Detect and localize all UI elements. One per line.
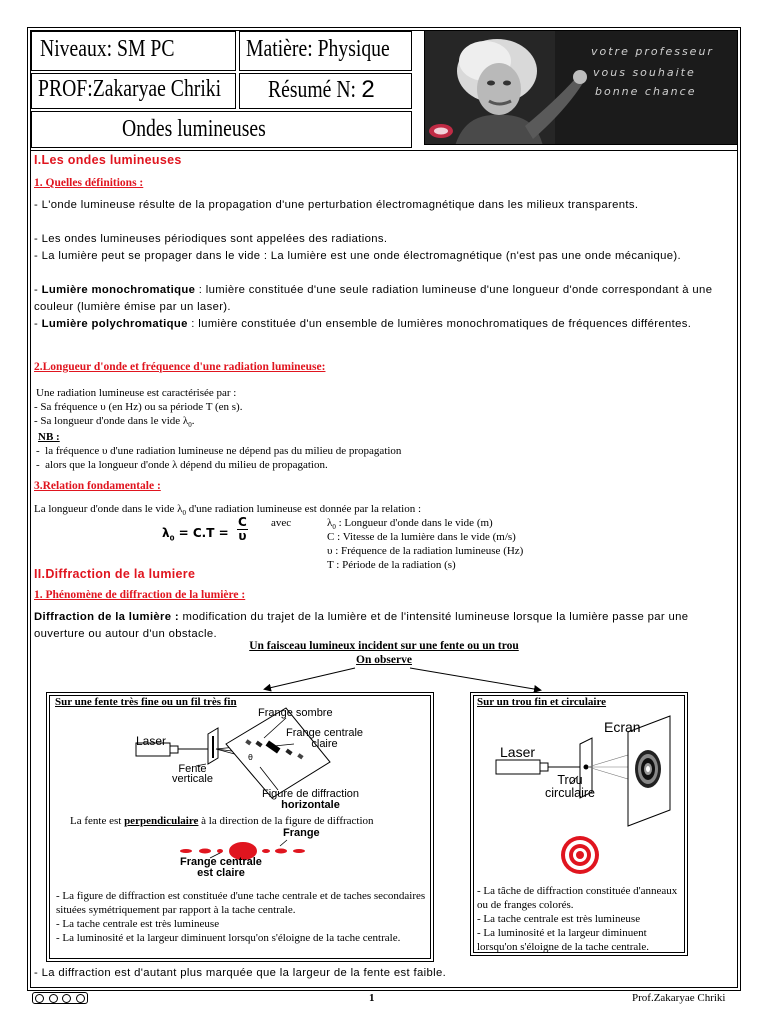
formula-denominator: υ bbox=[238, 529, 247, 543]
chalk-line-2: vous souhaite bbox=[593, 66, 696, 79]
perpendiculaire-sentence bbox=[70, 815, 374, 829]
hole-text-1: - La tâche de diffraction constituée d'anneaux ou de franges colorés. bbox=[477, 885, 678, 911]
polychromatique-def: : lumière constituée d'un ensemble de lumières monochromatiques de fréquences différentes. bbox=[187, 318, 692, 330]
diffraction-def-text: modification du trajet de la lumière et de l'intensité lumineuse lorsque la lumière passe par une ouverture ou autour d'un obstacle. bbox=[34, 611, 689, 641]
laser-label-right: Laser bbox=[500, 744, 536, 760]
fc-l1: Frange centrale bbox=[180, 856, 262, 868]
definition-paragraph-4: - Lumière monochromatique : lumière constituée d'une seule radiation lumineuse d'une longueur d'onde correspondant à une couleur (lumière émise par un laser). bbox=[34, 284, 713, 314]
nb-item-2-text: alors que la longueur d'onde λ dépend du milieu de propagation. bbox=[45, 459, 328, 471]
figure-diffraction-label bbox=[262, 789, 359, 811]
spot-r2 bbox=[275, 849, 287, 854]
formula-lambda: λ bbox=[162, 526, 170, 540]
by-icon bbox=[49, 994, 58, 1003]
avec-label: avec bbox=[271, 517, 292, 529]
section-1-title: I.Les ondes lumineuses bbox=[34, 153, 182, 167]
nb-item-1: - la fréquence υ d'une radiation lumineuse ne dépend pas du milieu de propagation bbox=[36, 445, 402, 457]
diffraction-center-line-1: Un faisceau lumineux incident sur une fente ou un trou bbox=[249, 640, 519, 652]
matiere-label: Matière: Physique bbox=[246, 36, 390, 62]
frange-centrale-label bbox=[286, 728, 363, 750]
niveaux-label: Niveaux: SM PC bbox=[40, 36, 175, 62]
page-title: Ondes lumineuses bbox=[122, 116, 266, 142]
radiation-longueur-sub: 0 bbox=[188, 421, 192, 430]
trou-l2: circulaire bbox=[545, 786, 596, 800]
resume-number: 2 bbox=[361, 76, 375, 103]
theta-label: θ bbox=[248, 753, 253, 762]
section-1-2-title: 2.Longueur d'onde et fréquence d'une radiation lumineuse: bbox=[34, 361, 326, 373]
diffraction-term: Diffraction de la lumière : bbox=[34, 611, 180, 623]
spot-l1 bbox=[217, 849, 223, 853]
radiation-frequence: - Sa fréquence υ (en Hz) ou sa période T (en s). bbox=[34, 401, 243, 413]
radiation-intro: Une radiation lumineuse est caractérisée par : bbox=[36, 387, 237, 399]
diffraction-center-line-2: On observe bbox=[356, 654, 412, 666]
laser-label-left: Laser bbox=[136, 734, 167, 748]
definition-paragraph-3: - La lumière peut se propager dans le vide : La lumière est une onde électromagnétique (n'est pas une onde mécanique). bbox=[34, 250, 681, 262]
ecran-label: Ecran bbox=[604, 719, 641, 735]
fc-l2: est claire bbox=[197, 867, 245, 879]
cc-license-badge bbox=[32, 992, 88, 1004]
frange-centrale-l1: Frange centrale bbox=[286, 727, 364, 739]
screen-plate bbox=[226, 708, 330, 798]
perp-pre: La fente est bbox=[70, 815, 125, 827]
cc-icon bbox=[35, 994, 44, 1003]
prof-label: PROF:Zakaryae Chriki bbox=[38, 76, 222, 102]
relation-intro-sub: 0 bbox=[182, 509, 186, 518]
nd-icon bbox=[76, 994, 85, 1003]
definition-paragraph-2: - Les ondes lumineuses périodiques sont appelées des radiations. bbox=[34, 233, 388, 245]
definition-paragraph-5: - Lumière polychromatique : lumière constituée d'un ensemble de lumières monochromatiques de fréquences différentes. bbox=[34, 318, 692, 330]
nc-icon bbox=[62, 994, 71, 1003]
section-2-title: II.Diffraction de la lumiere bbox=[34, 567, 196, 581]
trou-circulaire-label bbox=[545, 774, 595, 800]
bottom-note: - La diffraction est d'autant plus marquée que la largeur de la fente est faible. bbox=[34, 967, 447, 979]
figure-l1: Figure de diffraction bbox=[262, 788, 360, 800]
perp-post: à la direction de la figure de diffraction bbox=[198, 815, 374, 827]
formula-mid: = C.T = bbox=[174, 526, 233, 540]
slit-text-1: - La figure de diffraction est constituée d'une tache centrale et de taches secondaires situées symétriquement par rapport à la tache centrale. bbox=[56, 890, 426, 916]
legend-lambda-sub: 0 bbox=[332, 523, 336, 532]
relation-intro-text-2: d'une radiation lumineuse est donnée par la relation : bbox=[185, 503, 421, 515]
radiation-longueur-text: - Sa longueur d'onde dans le vide λ bbox=[34, 415, 189, 427]
slit-text-3: - La luminosité et la largeur diminuent lorsqu'on s'éloigne de la tache centrale. bbox=[56, 932, 401, 944]
laser-nozzle-1 bbox=[170, 746, 178, 753]
footer-author: Prof.Zakaryae Chriki bbox=[632, 992, 726, 1004]
laser-nozzle-2 bbox=[540, 763, 548, 771]
slit-box-title: Sur une fente très fine ou un fil très fin bbox=[55, 696, 237, 708]
laser-body-2 bbox=[496, 760, 540, 774]
frange-centrale-l2: claire bbox=[311, 738, 338, 750]
figure-l2: horizontale bbox=[281, 799, 340, 811]
fente-verticale-label bbox=[172, 764, 213, 784]
perp-word: perpendiculaire bbox=[124, 815, 199, 827]
nb-item-2: - alors que la longueur d'onde λ dépend du milieu de propagation. bbox=[36, 459, 328, 471]
legend-nu: υ : Fréquence de la radiation lumineuse (Hz) bbox=[327, 545, 524, 557]
relation-intro-text: La longueur d'onde dans le vide λ bbox=[34, 503, 183, 515]
legend-lambda-text: : Longueur d'onde dans le vide (m) bbox=[335, 517, 493, 529]
frange-centrale-claire-label bbox=[180, 857, 262, 879]
fente-l2: verticale bbox=[172, 773, 213, 785]
legend-t: T : Période de la radiation (s) bbox=[327, 559, 456, 571]
fente-l1: Fente bbox=[178, 763, 207, 775]
section-1-1-title: 1. Quelles définitions : bbox=[34, 177, 144, 189]
monochromatique-term: Lumière monochromatique bbox=[41, 284, 196, 296]
formula-numerator: C bbox=[238, 515, 247, 529]
spot-r1 bbox=[262, 849, 270, 853]
resume-label: Résumé N: bbox=[268, 77, 357, 103]
chalk-line-3: bonne chance bbox=[595, 85, 697, 98]
definition-paragraph-1: - L'onde lumineuse résulte de la propagation d'une perturbation électromagnétique dans les milieux transparents. bbox=[34, 199, 639, 211]
frange-label: Frange bbox=[283, 827, 320, 839]
ring-pattern bbox=[635, 750, 661, 788]
section-1-3-title: 3.Relation fondamentale : bbox=[34, 480, 161, 492]
nb-label: NB : bbox=[38, 431, 60, 443]
hole-box-title: Sur un trou fin et circulaire bbox=[477, 696, 607, 708]
formula-sub: 0 bbox=[169, 534, 175, 543]
spot-r3 bbox=[293, 849, 305, 853]
section-2-1-title: 1. Phénomène de diffraction de la lumière : bbox=[34, 589, 246, 601]
spot-l3 bbox=[180, 849, 192, 853]
legend-c: C : Vitesse de la lumière dans le vide (m/s) bbox=[327, 531, 516, 543]
chalk-line-1: votre professeur bbox=[591, 45, 714, 58]
red-rings bbox=[561, 836, 599, 874]
slit-text-2: - La tache centrale est très lumineuse bbox=[56, 918, 220, 930]
trou-l1: Trou bbox=[557, 773, 583, 787]
hole-text-3: - La luminosité et la largeur diminuent lorsqu'on s'éloigne de la tache centrale. bbox=[477, 927, 649, 953]
nb-item-1-text: la fréquence υ d'une radiation lumineuse ne dépend pas du milieu de propagation bbox=[45, 445, 402, 457]
polychromatique-term: Lumière polychromatique bbox=[41, 318, 188, 330]
radiation-longueur: - Sa longueur d'onde dans le vide $\lambda_0$. bbox=[34, 415, 195, 430]
legend-lambda-sym: λ bbox=[327, 517, 333, 529]
spot-l2 bbox=[199, 849, 211, 854]
page-number: 1 bbox=[369, 992, 375, 1004]
hole-text-2: - La tache centrale est très lumineuse bbox=[477, 913, 641, 925]
monochromatique-def: : lumière constituée d'une seule radiation lumineuse d'une longueur d'onde correspondant à une couleur (lumière émise par un laser). bbox=[34, 284, 713, 314]
frange-sombre-label: Frange sombre bbox=[258, 707, 333, 719]
